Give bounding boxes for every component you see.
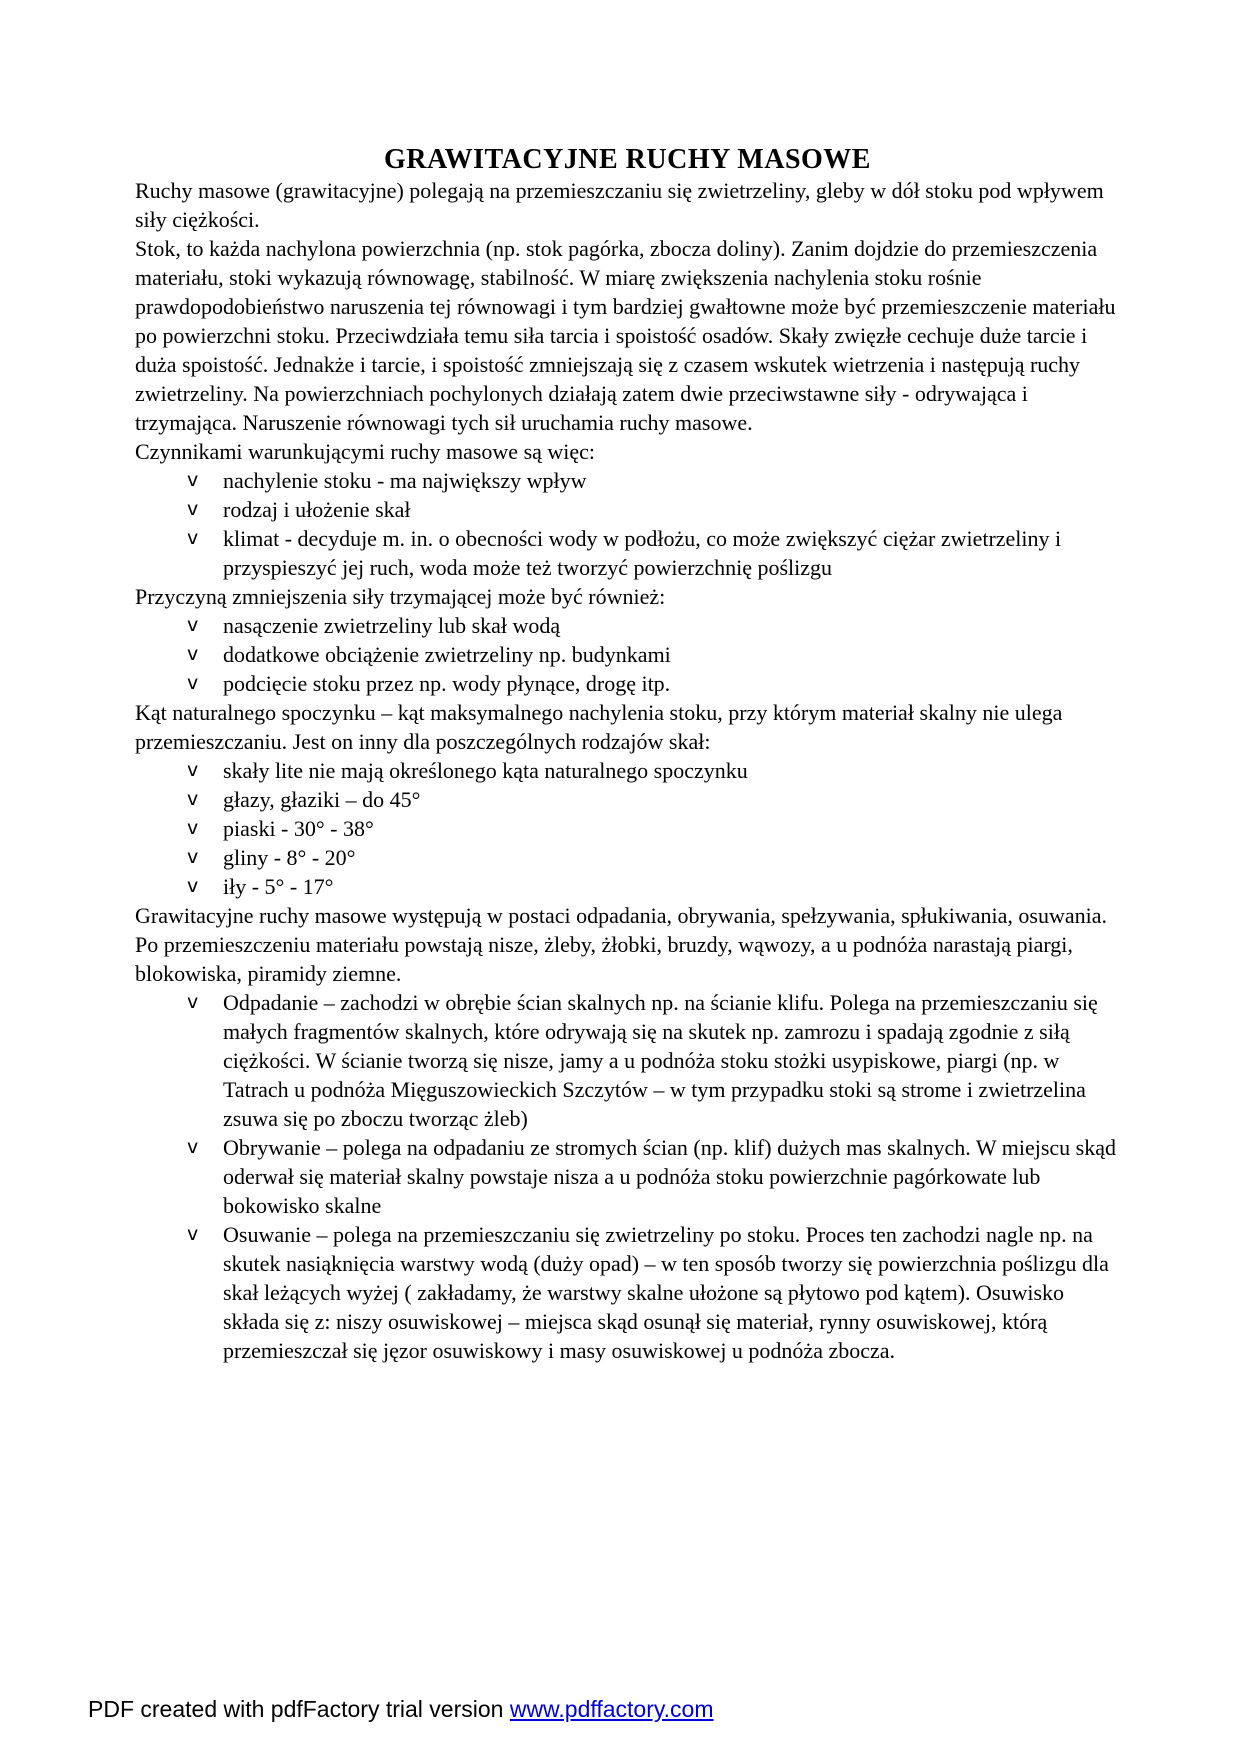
bullet-marker: v <box>187 817 199 839</box>
list-item-text: Obrywanie – polega na odpadaniu ze stromych ścian (np. klif) dużych mas skalnych. W miejscu skąd oderwał się materiał skalny powstaje nisza a u podnóża stoku powierzchnie pagórkowate lub bokowisko skalne <box>223 1135 1116 1218</box>
list-item <box>135 1220 1120 1365</box>
angle-lead: Kąt naturalnego spoczynku – kąt maksymalnego nachylenia stoku, przy którym materiał skalny nie ulega przemieszczaniu. Jest on inny dla poszczególnych rodzajów skał: <box>135 700 1063 754</box>
pdffactory-link[interactable]: www.pdffactory.com <box>509 1696 714 1722</box>
list-item <box>135 495 1120 524</box>
bullet-marker: v <box>187 788 199 810</box>
list-item-text: dodatkowe obciążenie zwietrzeliny np. budynkami <box>223 642 671 667</box>
list-item-text: gliny - 8° - 20° <box>223 845 356 870</box>
list-item <box>135 611 1120 640</box>
bullet-marker: v <box>187 498 199 520</box>
intro-paragraph: Ruchy masowe (grawitacyjne) polegają na przemieszczaniu się zwietrzeliny, gleby w dół stoku pod wpływem siły ciężkości. <box>135 178 1104 232</box>
list-item <box>135 1133 1120 1220</box>
list-item <box>135 669 1120 698</box>
bullet-marker: v <box>187 846 199 868</box>
list-item <box>135 872 1120 901</box>
angle-list <box>135 756 1120 901</box>
pdf-watermark <box>88 1694 714 1724</box>
bullet-marker: v <box>187 1136 199 1158</box>
bullet-marker: v <box>187 527 199 549</box>
list-item-text: głazy, głaziki – do 45° <box>223 787 421 812</box>
bullet-marker: v <box>187 469 199 491</box>
bullet-marker: v <box>187 643 199 665</box>
bullet-marker: v <box>187 614 199 636</box>
list-item <box>135 988 1120 1133</box>
factors-list <box>135 466 1120 582</box>
bullet-marker: v <box>187 672 199 694</box>
bullet-marker: v <box>187 759 199 781</box>
reduction-list <box>135 611 1120 698</box>
types-list <box>135 988 1120 1365</box>
list-item-text: piaski - 30° - 38° <box>223 816 374 841</box>
factors-lead: Czynnikami warunkującymi ruchy masowe są więc: <box>135 439 596 464</box>
reduction-lead: Przyczyną zmniejszenia siły trzymającej może być również: <box>135 584 666 609</box>
list-item <box>135 843 1120 872</box>
list-item <box>135 814 1120 843</box>
bullet-marker: v <box>187 1223 199 1245</box>
list-item <box>135 756 1120 785</box>
list-item <box>135 785 1120 814</box>
pdf-watermark-text: PDF created with pdfFactory trial version <box>88 1696 504 1722</box>
list-item-text: skały lite nie mają określonego kąta naturalnego spoczynku <box>223 758 748 783</box>
list-item-text: rodzaj i ułożenie skał <box>223 497 411 522</box>
document-content <box>135 143 1120 1365</box>
list-item <box>135 466 1120 495</box>
list-item-text: nachylenie stoku - ma największy wpływ <box>223 468 587 493</box>
list-item <box>135 524 1120 582</box>
list-item-text: Osuwanie – polega na przemieszczaniu się zwietrzeliny po stoku. Proces ten zachodzi nagle np. na skutek nasiąknięcia warstwy wodą (duży opad) – w ten sposób tworzy się powierzchnia poślizgu dla skał leżących wyżej ( zakładamy, że warstwy skalne ułożone są płytowo pod kątem). Osuwisko składa się z: niszy osuwiskowej – miejsca skąd osunął się materiał, rynny osuwiskowej, którą przemieszczał się jęzor osuwiskowy i masy osuwiskowej u podnóża zbocza. <box>223 1222 1109 1363</box>
bullet-marker: v <box>187 991 199 1013</box>
forms-paragraph: Grawitacyjne ruchy masowe występują w postaci odpadania, obrywania, spełzywania, spłukiwania, osuwania. Po przemieszczeniu materiału powstają nisze, żleby, żłobki, bruzdy, wąwozy, a u podnóża narastają piargi, blokowiska, piramidy ziemne. <box>135 903 1107 986</box>
list-item-text: nasączenie zwietrzeliny lub skał wodą <box>223 613 561 638</box>
list-item-text: klimat - decyduje m. in. o obecności wody w podłożu, co może zwiększyć ciężar zwietrzeliny i przyspieszyć jej ruch, woda może też tworzyć powierzchnię poślizgu <box>223 526 1062 580</box>
slope-paragraph: Stok, to każda nachylona powierzchnia (np. stok pagórka, zbocza doliny). Zanim dojdzie do przemieszczenia materiału, stoki wykazują równowagę, stabilność. W miarę zwiększenia nachylenia stoku rośnie prawdopodobieństwo naruszenia tej równowagi i tym bardziej gwałtowne może być przemieszczenie materiału po powierzchni stoku. Przeciwdziała temu siła tarcia i spoistość osadów. Skały zwięzłe cechuje duże tarcie i duża spoistość. Jednakże i tarcie, i spoistość zmniejszają się z czasem wskutek wietrzenia i następują ruchy zwietrzeliny. Na powierzchniach pochylonych działają zatem dwie przeciwstawne siły - odrywająca i trzymająca. Naruszenie równowagi tych sił uruchamia ruchy masowe. <box>135 236 1116 435</box>
list-item <box>135 640 1120 669</box>
bullet-marker: v <box>187 875 199 897</box>
list-item-text: podcięcie stoku przez np. wody płynące, drogę itp. <box>223 671 671 696</box>
list-item-text: iły - 5° - 17° <box>223 874 334 899</box>
page-title: GRAWITACYJNE RUCHY MASOWE <box>384 144 871 175</box>
list-item-text: Odpadanie – zachodzi w obrębie ścian skalnych np. na ścianie klifu. Polega na przemieszczaniu się małych fragmentów skalnych, które odrywają się na skutek np. zamrozu i spadają zgodnie z siłą ciężkości. W ścianie tworzą się nisze, jamy a u podnóża stoku stożki usypiskowe, piargi (np. w Tatrach u podnóża Mięguszowieckich Szczytów – w tym przypadku stoki są strome i zwietrzelina zsuwa się po zboczu tworząc żleb) <box>223 990 1098 1131</box>
